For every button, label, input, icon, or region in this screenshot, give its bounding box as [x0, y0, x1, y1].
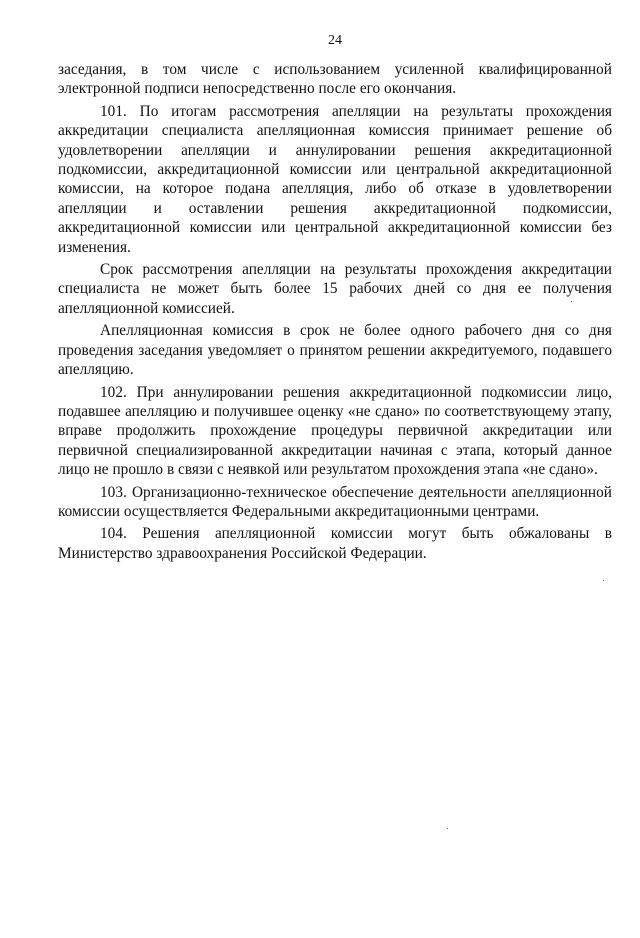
paragraph-104: 104. Решения апелляционной комиссии могут быть обжалованы в Министерство здравоохранения Российской Федерации.	[58, 525, 612, 562]
paragraph-101: 101. По итогам рассмотрения апелляции на результаты прохождения аккредитации специалиста апелляционная комиссия принимает решение об удовлетворении апелляции и аннулировании решения аккредитационной подкомиссии, аккредитационной комиссии или центральной аккредитационной комиссии, на которое подана апелляция, либо об отказе в удовлетворении апелляции и оставлении решения аккредитационной подкомиссии, аккредитационной комиссии или центральной аккредитационной комиссии без изменения.	[58, 102, 612, 256]
scan-speck	[571, 301, 572, 302]
page-number: 24	[328, 33, 342, 48]
document-body	[58, 60, 612, 563]
scan-speck	[447, 828, 448, 829]
paragraph-103: 103. Организационно-техническое обеспечение деятельности апелляционной комиссии осуществляется Федеральными аккредитационными центрами.	[58, 483, 612, 520]
scan-speck	[603, 580, 604, 581]
paragraph-review-term: Срок рассмотрения апелляции на результаты прохождения аккредитации специалиста не может быть более 15 рабочих дней со дня ее получения апелляционной комиссией.	[58, 261, 612, 317]
paragraph-continuation: заседания, в том числе с использованием усиленной квалифицированной электронной подписи непосредственно после его окончания.	[58, 61, 612, 98]
paragraph-notification: Апелляционная комиссия в срок не более одного рабочего дня со дня проведения заседания уведомляет о принятом решении аккредитуемого, подавшего апелляцию.	[58, 322, 612, 379]
document-page	[0, 33, 640, 938]
paragraph-102: 102. При аннулировании решения аккредитационной подкомиссии лицо, подавшее апелляцию и получившее оценку «не сдано» по соответствующему этапу, вправе продолжить прохождение процедуры первичной аккредитации или первичной специализированной аккредитации начиная с этапа, который данное лицо не прошло в связи с неявкой или результатом прохождения этапа «не сдано».	[58, 383, 612, 479]
